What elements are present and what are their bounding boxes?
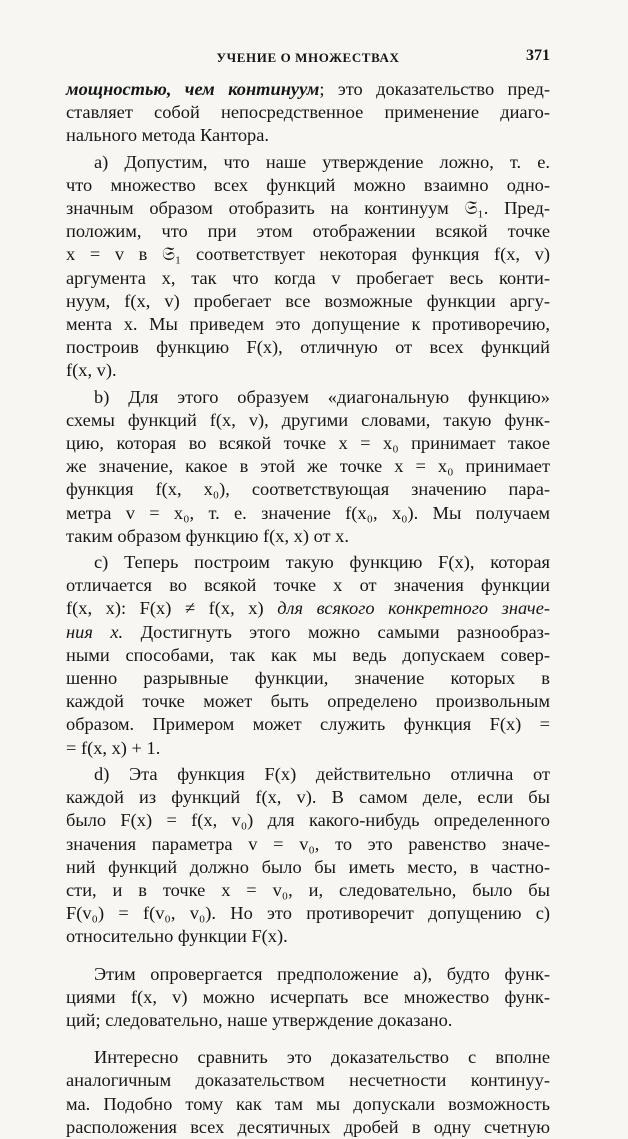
text-line: каждой точке может быть определено произвольным — [66, 691, 550, 712]
text-line: таким образом функцию f(x, x) от x. — [66, 525, 349, 546]
text-line: что множество всех функций можно взаимно одно- — [66, 174, 550, 195]
text-line: = f(x, x) + 1. — [66, 737, 161, 758]
text-line: шенно разрывные функции, значение которых в — [66, 668, 550, 689]
text-line: циями f(x, v) можно исчерпать все множество функ- — [66, 986, 550, 1007]
text-line: Этим опровергается предположение а), будто функ- — [94, 963, 550, 984]
text-line: мента x. Мы приведем это допущение к противоречию, — [66, 314, 550, 335]
emphasis: мощностью, чем континуум — [66, 79, 320, 99]
text-line: ма. Подобно тому как там мы допускали возможность — [66, 1093, 550, 1114]
text-line: схемы функций f(x, v), другими словами, такую функ- — [66, 409, 550, 430]
page-header — [66, 47, 550, 70]
text-line: нуум, f(x, v) пробегает все возможные функции аргу- — [66, 290, 550, 311]
text-line: было F(x) = f(x, v₀) для какого-нибудь определенного — [66, 810, 550, 831]
text-line: значным образом отобразить на континуум 𝔖₁. Пред- — [66, 198, 550, 219]
text-line: значения параметра v = v₀, то это равенство значе- — [66, 833, 550, 854]
text-line: F(v₀) = f(v₀, v₀). Но это противоречит допущению c) — [66, 903, 550, 924]
text-line: метра v = x₀, т. е. значение f(x₀, x₀). Мы получаем — [66, 502, 550, 523]
paragraph-a — [66, 151, 550, 383]
text-line: функция f(x, x₀), соответствующая значению пара- — [66, 479, 550, 500]
text-line: ставляет собой непосредственное применение диаго- — [66, 102, 550, 123]
text-line: ний функций должно было бы иметь место, в частно- — [66, 856, 550, 877]
text-line: d) Эта функция F(x) действительно отлична от — [94, 763, 550, 784]
paragraph-conclusion — [66, 963, 550, 1033]
text-line: а) Допустим, что наше утверждение ложно, т. е. — [94, 151, 550, 172]
paragraph-comparison — [66, 1046, 550, 1139]
text-line: f(x, v). — [66, 360, 117, 381]
text-line: ния x. Достигнуть этого можно самыми разнообраз- — [66, 621, 550, 642]
text-line: положим, что при этом отображении всякой точке — [66, 221, 550, 242]
paragraph-b — [66, 386, 550, 548]
text-line: же значение, какое в этой же точке x = x₀ принимает — [66, 456, 550, 477]
page-number: 371 — [526, 47, 550, 64]
paragraph-d — [66, 763, 550, 949]
text-line: аргумента x, так что когда v пробегает весь конти- — [66, 267, 550, 288]
text-line: нального метода Кантора. — [66, 125, 269, 146]
text-line: c) Теперь построим такую функцию F(x), которая — [94, 552, 550, 573]
text-line: цию, которая во всякой точке x = x₀ принимает такое — [66, 433, 550, 454]
text-line: сти, и в точке x = v₀, и, следовательно, было бы — [66, 879, 550, 900]
emphasis: для всякого конкретного значе- — [277, 598, 550, 619]
emphasis: ния x. — [66, 621, 124, 642]
paragraph-intro — [66, 78, 550, 148]
text-line: мощностью, чем континуум; это доказательство пред- — [66, 79, 550, 99]
text-line: расположения всех десятичных дробей в одну счетную — [66, 1116, 550, 1137]
text-line: отличается во всякой точке x от значения функции — [66, 575, 550, 596]
text-line: построив функцию F(x), отличную от всех функций — [66, 337, 550, 358]
text-line: ций; следовательно, наше утверждение доказано. — [66, 1009, 453, 1030]
running-head: УЧЕНИЕ О МНОЖЕСТВАХ — [216, 50, 400, 65]
text-line: ными способами, так как мы ведь допускаем совер- — [66, 644, 550, 665]
paragraph-c — [66, 551, 550, 760]
text-line: x = v в 𝔖₁ соответствует некоторая функция f(x, v) — [66, 244, 550, 265]
text-line: аналогичным доказательством несчетности континуу- — [66, 1070, 550, 1091]
text-line: относительно функции F(x). — [66, 926, 288, 947]
text-line: каждой из функций f(x, v). В самом деле, если бы — [66, 787, 550, 808]
text-line: f(x, x): F(x) ≠ f(x, x) для всякого конкретного значе- — [66, 598, 550, 619]
page-body — [66, 78, 550, 1139]
text-line: b) Для этого образуем «диагональную функцию» — [94, 386, 550, 407]
text-line: Интересно сравнить это доказательство с вполне — [94, 1047, 550, 1068]
text-line: образом. Примером может служить функция F(x) = — [66, 714, 550, 735]
